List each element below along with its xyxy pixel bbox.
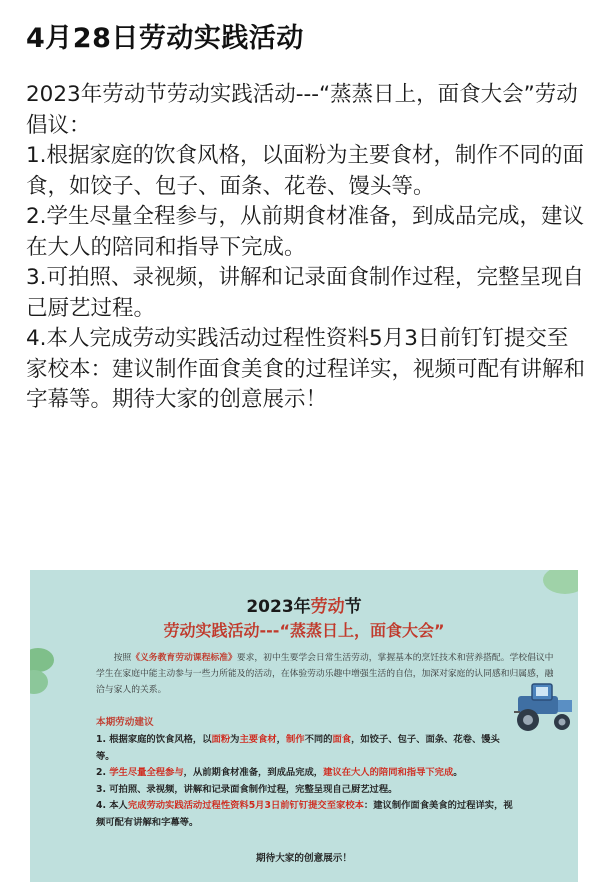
advice-text: 为 [230,734,240,745]
poster-intro-book: 《义务教育劳动课程标准》 [131,653,237,663]
advice-highlight: 主要食材 [239,734,277,745]
advice-item-1 [96,732,516,765]
poster-closing: 期待大家的创意展示！ [256,853,352,864]
poster-title-highlight: 劳动 [310,597,345,617]
advice-text: ，如饺子、包子、面条、花卷、馒头等。 [96,734,500,762]
advice-text: 2. [96,767,110,778]
advice-highlight: 制作 [285,734,305,745]
advice-highlight: 面粉 [211,734,231,745]
poster-intro-text: 按照 [113,653,132,663]
advice-highlight: 建议在大人的陪同和指导下完成 [323,767,454,778]
post-body [26,80,586,416]
advice-text: ， [276,734,286,745]
advice-title: 本期劳动建议 [96,717,154,728]
poster-title [30,592,578,617]
advice-text: 4. 本人 [96,800,128,811]
post-paragraph-4: 4.本人完成劳动实践活动过程性资料5月3日前钉钉提交至家校本：建议制作面食美食的过程详实，视频可配有讲解和字幕等。期待大家的创意展示！ [26,326,586,412]
poster-image[interactable] [30,570,578,882]
advice-text: ，从前期食材准备，到成品完成， [183,767,324,778]
poster-intro-text: 要求，初中生要学会日常生活劳动，掌握基本的烹饪技术和营养搭配。学校倡议中学生在家庭中能主动参与一些力所能及的活动，在体验劳动乐趣中增强生活的自信，加深对家庭的认同感和归属感，融洽与家人的关系。 [96,653,554,695]
poster-title-suffix: 节 [344,597,362,617]
poster-title-year: 2023年 [246,597,311,617]
poster-intro [96,650,556,698]
advice-item-2 [96,765,516,782]
post-paragraph-3: 3.可拍照、录视频，讲解和记录面食制作过程，完整呈现自己厨艺过程。 [26,265,585,321]
advice-highlight: 学生尽量全程参与 [109,767,184,778]
poster-subtitle: 劳动实践活动---“蒸蒸日上，面食大会” [163,621,445,640]
advice-item-3: 3. 可拍照、录视频，讲解和记录面食制作过程，完整呈现自己厨艺过程。 [96,783,398,795]
post-title: 4月28日劳动实践活动 [26,23,304,54]
advice-list [96,732,516,831]
post-paragraph-1: 1.根据家庭的饮食风格，以面粉为主要食材，制作不同的面食，如饺子、包子、面条、花卷、馒头等。 [26,143,585,199]
post-paragraph-intro: 2023年劳动节劳动实践活动---“蒸蒸日上，面食大会”劳动倡议： [26,82,578,138]
tractor-icon [514,682,578,736]
advice-text: 1. 根据家庭的饮食风格，以 [96,734,212,745]
advice-highlight: 面食 [332,734,352,745]
advice-text: 。 [453,767,463,778]
bush-left-icon [30,640,64,700]
advice-item-4 [96,798,516,831]
advice-text: ：建议制作面食美食的过程详实，视频可配有讲解和字幕等。 [96,800,513,828]
advice-text: 不同的 [304,734,333,745]
advice-highlight: 完成劳动实践活动过程性资料5月3日前钉钉提交至家校本 [127,800,364,811]
post-paragraph-2: 2.学生尽量全程参与，从前期食材准备，到成品完成，建议在大人的陪同和指导下完成。 [26,204,585,260]
